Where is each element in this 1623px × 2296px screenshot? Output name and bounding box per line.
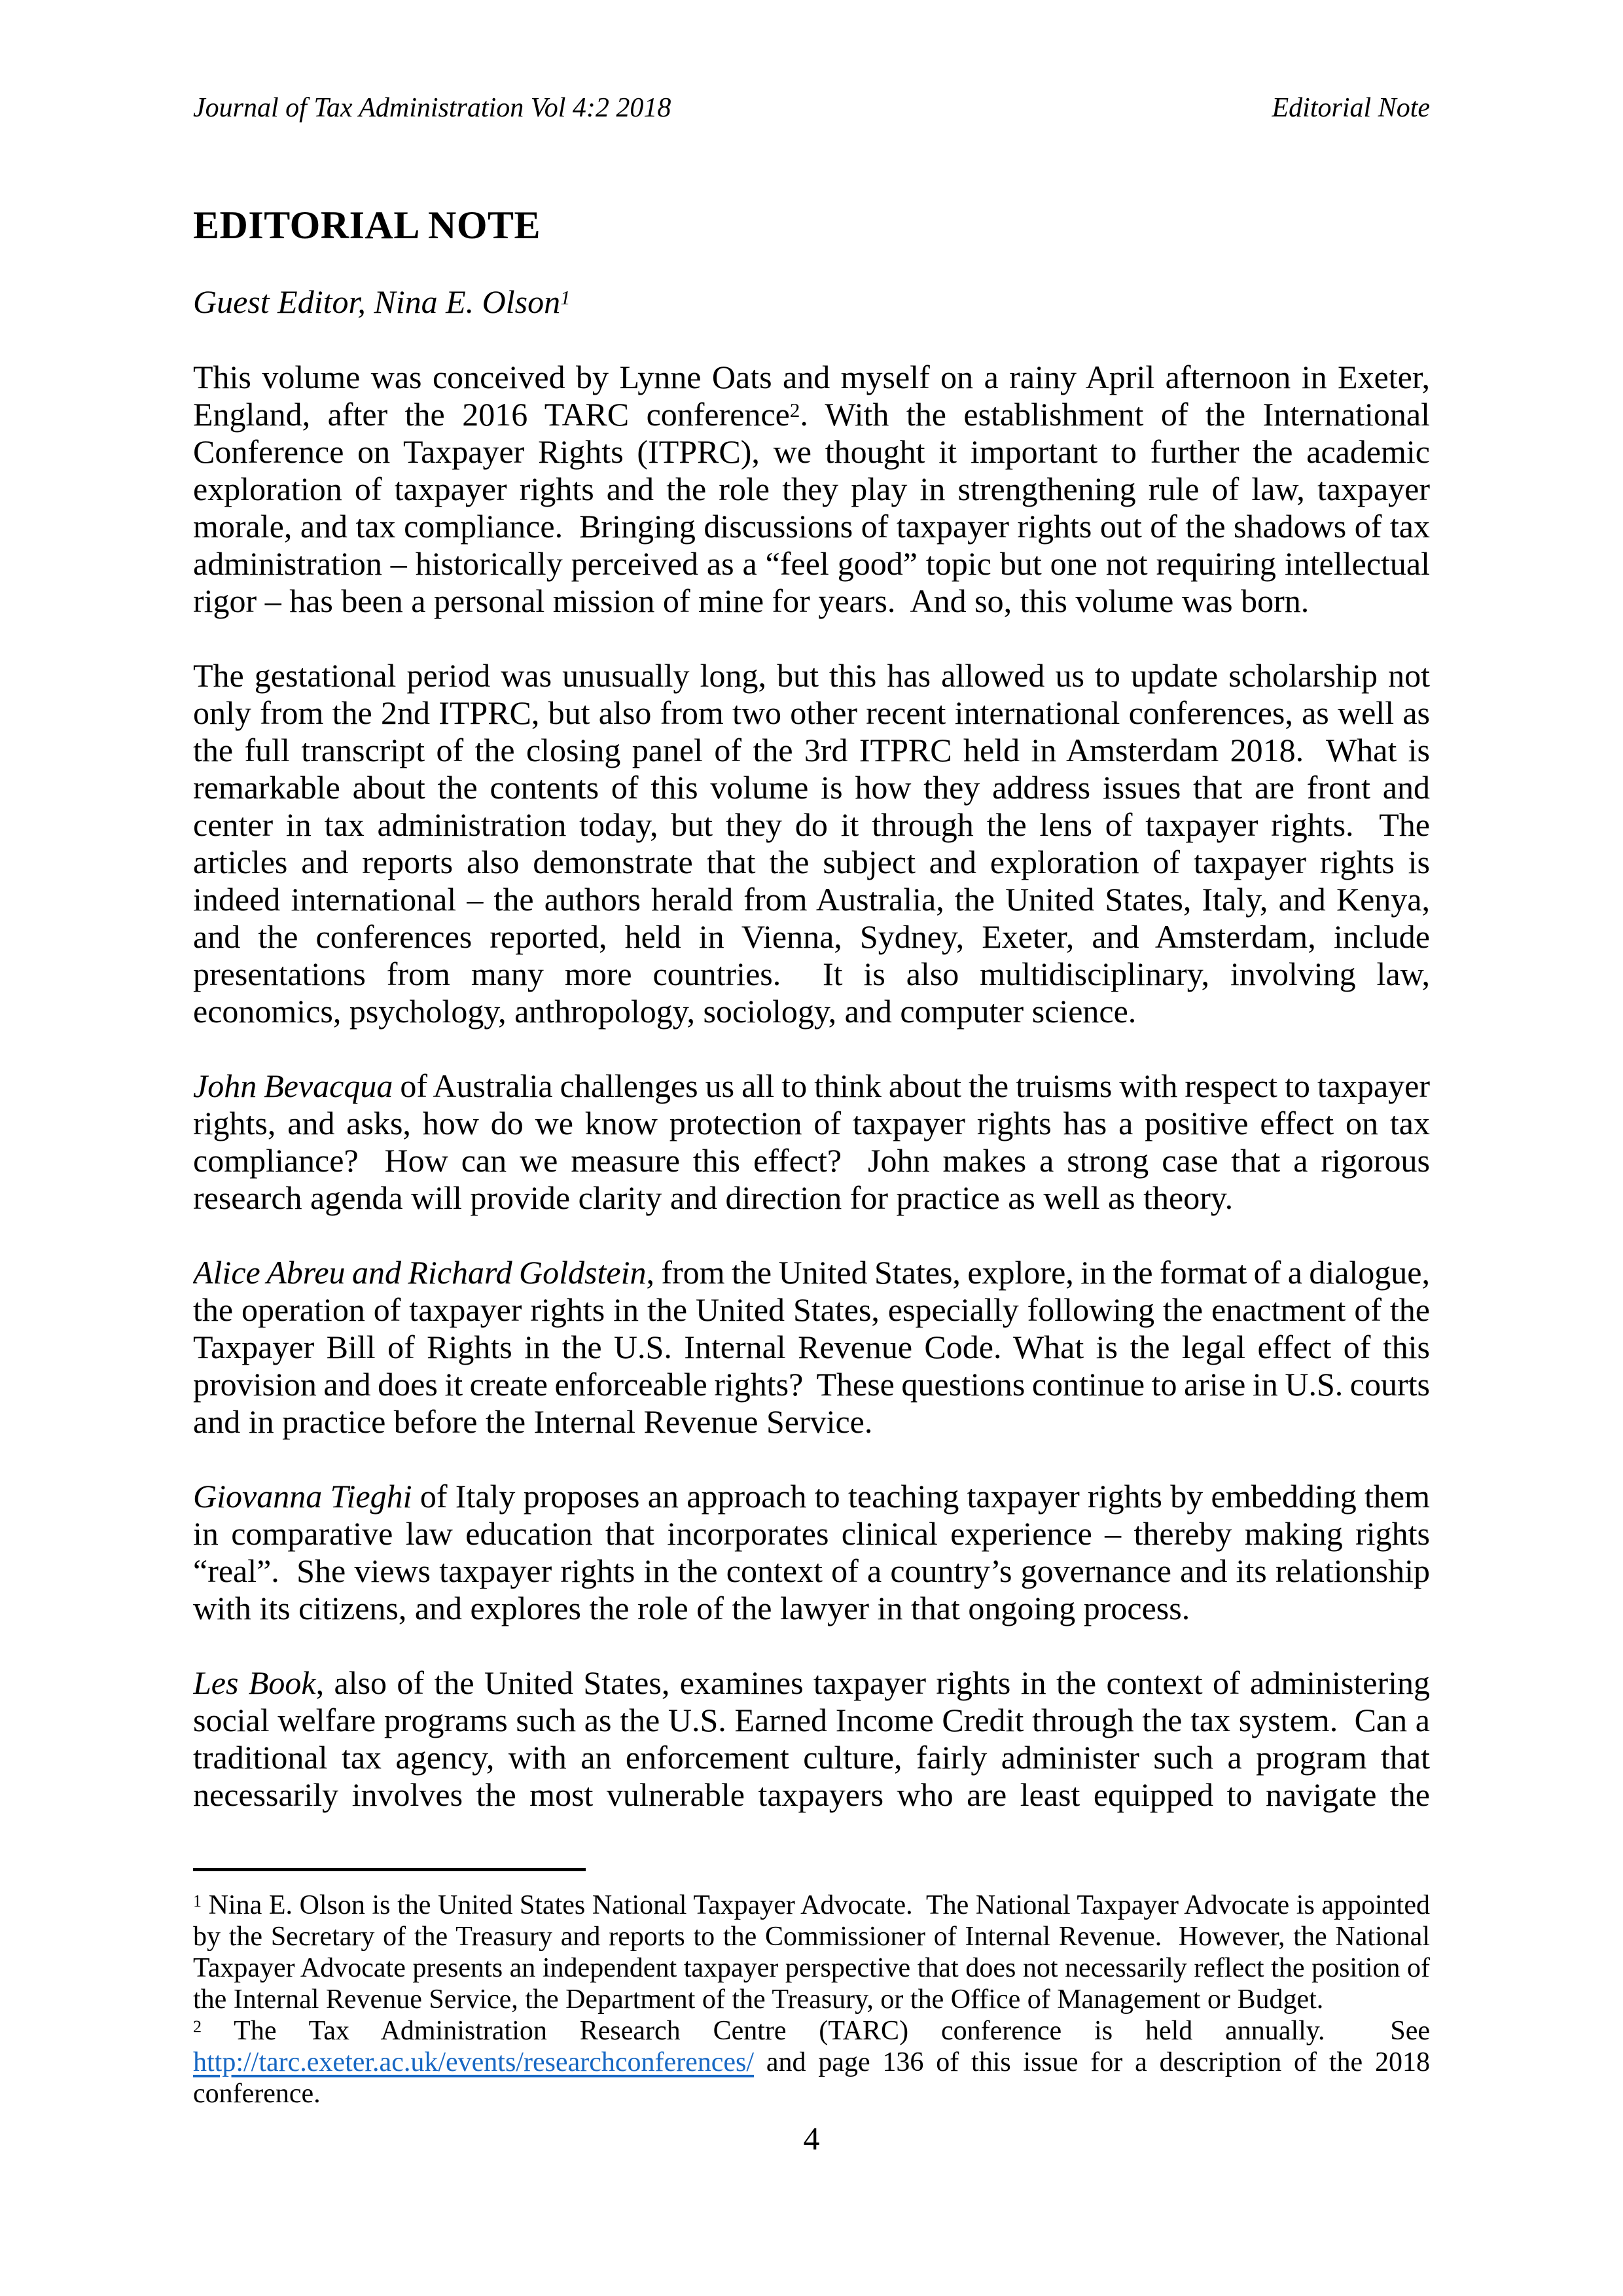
text-run: traditional tax agency, with an enforcement culture, fairly administer such a program that — [193, 1739, 1430, 1776]
text-run: compliance? How can we measure this effect? John makes a strong case that a rigorous — [193, 1142, 1430, 1179]
text-run: Les Book — [193, 1664, 316, 1701]
body-text — [193, 359, 1430, 1851]
text-run: John Bevacqua — [193, 1067, 393, 1104]
text-line — [193, 1291, 1430, 1329]
text-line — [193, 2015, 1430, 2047]
superscript-ref: 1 — [193, 1892, 202, 1911]
text-line — [193, 1515, 1430, 1552]
text-run: provision and does it create enforceable rights? These questions continue to arise in U.S. courts — [193, 1366, 1430, 1403]
footnotes — [193, 1890, 1430, 2109]
text-line — [193, 1329, 1430, 1366]
text-line — [193, 433, 1430, 471]
text-run: the full transcript of the closing panel of the 3rd ITPRC held in Amsterdam 2018. What is — [193, 732, 1430, 768]
text-run: , from the United States, explore, in the format of a dialogue, — [646, 1254, 1430, 1291]
text-line — [193, 956, 1430, 993]
text-run: rigor – has been a personal mission of mine for years. And so, this volume was born. — [193, 583, 1310, 619]
text-line — [193, 1105, 1430, 1142]
byline — [193, 283, 571, 321]
text-line — [193, 1478, 1430, 1515]
text-line — [193, 508, 1430, 545]
text-run: England, after the 2016 TARC conference — [193, 396, 790, 433]
text-line — [193, 1403, 1430, 1441]
text-run: administration – historically perceived as a “feel good” topic but one not requiring intellectual — [193, 545, 1430, 582]
paragraph — [193, 1067, 1430, 1217]
text-run: Conference on Taxpayer Rights (ITPRC), we thought it important to further the academic — [193, 433, 1430, 470]
text-run: necessarily involves the most vulnerable taxpayers who are least equipped to navigate the — [193, 1776, 1430, 1813]
text-run: Taxpayer Advocate presents an independent taxpayer perspective that does not necessarily reflect the position of — [193, 1953, 1430, 1983]
text-run: and page 136 of this issue for a description of the 2018 — [754, 2047, 1430, 2077]
text-run: Alice Abreu and Richard Goldstein — [193, 1254, 647, 1291]
text-line — [193, 1921, 1430, 1952]
text-line — [193, 1702, 1430, 1739]
text-line — [193, 769, 1430, 806]
text-run: economics, psychology, anthropology, sociology, and computer science. — [193, 993, 1137, 1030]
text-run: “real”. She views taxpayer rights in the context of a country’s governance and its relationship — [193, 1552, 1430, 1589]
text-run: Nina E. Olson is the United States National Taxpayer Advocate. The National Taxpayer Advocate is appointed — [202, 1890, 1430, 1920]
text-run: . With the establishment of the International — [800, 396, 1430, 433]
text-run: morale, and tax compliance. Bringing discussions of taxpayer rights out of the shadows of tax — [193, 508, 1430, 545]
text-line — [193, 1890, 1430, 1921]
text-run: remarkable about the contents of this volume is how they address issues that are front and — [193, 769, 1430, 806]
superscript-ref: 2 — [193, 2017, 202, 2037]
text-run: only from the 2nd ITPRC, but also from two other recent international conferences, as well as — [193, 694, 1430, 731]
running-header — [193, 92, 1430, 124]
text-line — [193, 1984, 1430, 2015]
text-run: social welfare programs such as the U.S. Earned Income Credit through the tax system. Can a — [193, 1702, 1430, 1738]
text-line — [193, 918, 1430, 956]
paragraph — [193, 1254, 1430, 1441]
text-run: of Italy proposes an approach to teaching taxpayer rights by embedding them — [412, 1478, 1430, 1515]
text-run: The Tax Administration Research Centre (TARC) conference is held annually. See — [202, 2016, 1430, 2046]
text-line — [193, 806, 1430, 844]
text-run: in comparative law education that incorporates clinical experience – thereby making rights — [193, 1515, 1430, 1552]
text-run: and in practice before the Internal Revenue Service. — [193, 1403, 873, 1440]
text-line — [193, 881, 1430, 918]
text-line — [193, 359, 1430, 396]
text-run: with its citizens, and explores the role of the lawyer in that ongoing process. — [193, 1590, 1190, 1626]
text-run: exploration of taxpayer rights and the role they play in strengthening rule of law, taxpayer — [193, 471, 1430, 507]
text-line — [193, 1664, 1430, 1702]
text-line — [193, 1366, 1430, 1403]
text-run: by the Secretary of the Treasury and reports to the Commissioner of Internal Revenue. However, the National — [193, 1922, 1430, 1952]
paragraph — [193, 1664, 1430, 1814]
text-run: and the conferences reported, held in Vienna, Sydney, Exeter, and Amsterdam, include — [193, 918, 1430, 955]
text-line — [193, 471, 1430, 508]
text-run: Giovanna Tieghi — [193, 1478, 412, 1515]
footnote-separator — [193, 1868, 586, 1871]
byline-text: Guest Editor, Nina E. Olson — [193, 283, 561, 320]
text-run: articles and reports also demonstrate that the subject and exploration of taxpayer rights is — [193, 844, 1430, 880]
text-run: of Australia challenges us all to think about the truisms with respect to taxpayer — [393, 1067, 1430, 1104]
text-line — [193, 694, 1430, 732]
header-journal-title: Journal of Tax Administration Vol 4:2 2018 — [193, 93, 671, 123]
text-line — [193, 1590, 1430, 1627]
paragraph — [193, 359, 1430, 620]
footnote — [193, 2015, 1430, 2109]
text-line — [193, 657, 1430, 694]
text-line — [193, 2047, 1430, 2078]
text-line — [193, 545, 1430, 583]
text-run: This volume was conceived by Lynne Oats and myself on a rainy April afternoon in Exeter, — [193, 359, 1430, 395]
text-line — [193, 1254, 1430, 1291]
text-line — [193, 1776, 1430, 1814]
header-section-label: Editorial Note — [1272, 93, 1430, 123]
text-line — [193, 583, 1430, 620]
text-run: the Internal Revenue Service, the Department of the Treasury, or the Office of Management or Budget. — [193, 1984, 1324, 2015]
text-run: , also of the United States, examines taxpayer rights in the context of administering — [315, 1664, 1430, 1701]
text-line — [193, 1552, 1430, 1590]
text-line — [193, 1739, 1430, 1776]
text-line — [193, 2078, 1430, 2109]
text-line — [193, 732, 1430, 769]
text-run: presentations from many more countries. It is also multidisciplinary, involving law, — [193, 956, 1430, 992]
text-line — [193, 1142, 1430, 1179]
text-line — [193, 993, 1430, 1030]
text-run: Taxpayer Bill of Rights in the U.S. Internal Revenue Code. What is the legal effect of this — [193, 1329, 1430, 1365]
footnote — [193, 1890, 1430, 2015]
text-run: rights, and asks, how do we know protection of taxpayer rights has a positive effect on tax — [193, 1105, 1430, 1141]
text-run: center in tax administration today, but they do it through the lens of taxpayer rights. The — [193, 806, 1430, 843]
page-title: EDITORIAL NOTE — [193, 204, 541, 247]
text-run: research agenda will provide clarity and direction for practice as well as theory. — [193, 1179, 1234, 1216]
footnote-link[interactable]: http://tarc.exeter.ac.uk/events/researchconferences/ — [193, 2047, 755, 2077]
superscript-ref: 2 — [789, 398, 800, 422]
text-line — [193, 844, 1430, 881]
text-run: conference. — [193, 2079, 321, 2109]
paragraph — [193, 1478, 1430, 1627]
text-line — [193, 1067, 1430, 1105]
paragraph — [193, 657, 1430, 1030]
byline-footnote-ref: 1 — [560, 285, 571, 309]
text-line — [193, 1952, 1430, 1984]
text-run: The gestational period was unusually long, but this has allowed us to update scholarship not — [193, 657, 1430, 694]
page-number: 4 — [803, 2120, 820, 2157]
text-line — [193, 1179, 1430, 1217]
text-run: indeed international – the authors herald from Australia, the United States, Italy, and Kenya, — [193, 881, 1430, 918]
text-line — [193, 396, 1430, 433]
text-run: the operation of taxpayer rights in the United States, especially following the enactment of the — [193, 1291, 1430, 1328]
